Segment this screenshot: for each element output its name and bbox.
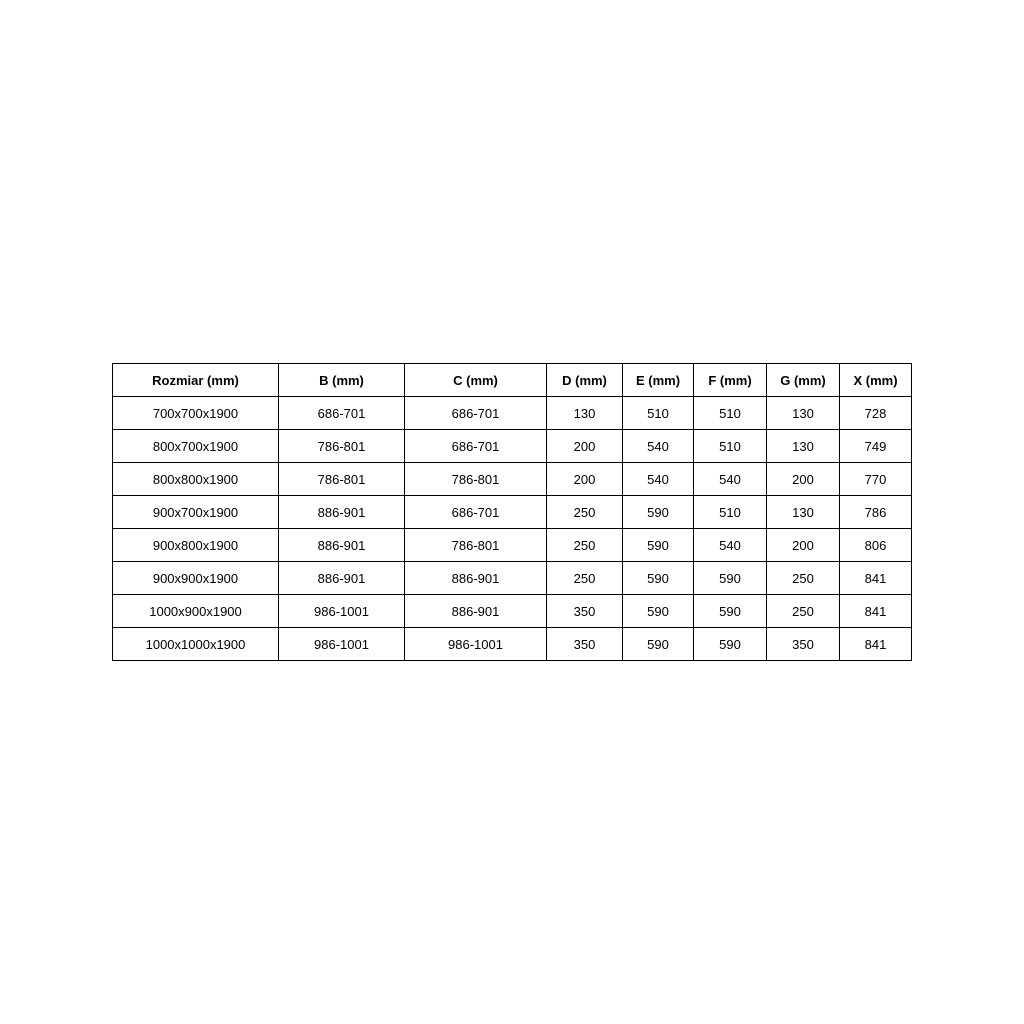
table-cell: 886-901: [405, 595, 547, 628]
table-cell: 986-1001: [405, 628, 547, 661]
table-cell: 200: [547, 463, 623, 496]
table-cell: 986-1001: [279, 595, 405, 628]
table-cell: 886-901: [279, 562, 405, 595]
table-cell: 886-901: [405, 562, 547, 595]
table-cell: 510: [694, 430, 767, 463]
table-cell: 900x900x1900: [113, 562, 279, 595]
table-cell: 986-1001: [279, 628, 405, 661]
table-cell: 590: [694, 628, 767, 661]
table-cell: 786-801: [279, 430, 405, 463]
column-header: D (mm): [547, 364, 623, 397]
column-header: X (mm): [840, 364, 912, 397]
table-cell: 590: [623, 562, 694, 595]
table-cell: 350: [547, 595, 623, 628]
size-table: [112, 363, 912, 661]
table-row: [113, 463, 912, 496]
table-cell: 686-701: [279, 397, 405, 430]
table-cell: 590: [694, 595, 767, 628]
table-header-row: [113, 364, 912, 397]
table-cell: 590: [694, 562, 767, 595]
table-row: [113, 430, 912, 463]
table-cell: 590: [623, 496, 694, 529]
table-cell: 250: [547, 529, 623, 562]
table-cell: 841: [840, 562, 912, 595]
table-cell: 749: [840, 430, 912, 463]
table-cell: 886-901: [279, 529, 405, 562]
table-cell: 510: [623, 397, 694, 430]
table-row: [113, 562, 912, 595]
table-row: [113, 628, 912, 661]
table-cell: 540: [623, 463, 694, 496]
table-cell: 900x800x1900: [113, 529, 279, 562]
size-table-container: [112, 363, 912, 661]
table-cell: 250: [547, 562, 623, 595]
table-cell: 786: [840, 496, 912, 529]
table-cell: 250: [767, 595, 840, 628]
column-header: Rozmiar (mm): [113, 364, 279, 397]
table-cell: 590: [623, 628, 694, 661]
table-cell: 686-701: [405, 397, 547, 430]
table-cell: 590: [623, 529, 694, 562]
table-cell: 1000x1000x1900: [113, 628, 279, 661]
table-cell: 590: [623, 595, 694, 628]
table-cell: 686-701: [405, 430, 547, 463]
table-cell: 130: [767, 496, 840, 529]
table-cell: 806: [840, 529, 912, 562]
table-cell: 250: [547, 496, 623, 529]
table-cell: 786-801: [279, 463, 405, 496]
table-cell: 886-901: [279, 496, 405, 529]
table-cell: 130: [767, 397, 840, 430]
table-cell: 510: [694, 496, 767, 529]
table-cell: 800x800x1900: [113, 463, 279, 496]
table-cell: 686-701: [405, 496, 547, 529]
table-row: [113, 529, 912, 562]
table-row: [113, 397, 912, 430]
table-cell: 540: [694, 529, 767, 562]
column-header: E (mm): [623, 364, 694, 397]
table-cell: 250: [767, 562, 840, 595]
table-cell: 350: [547, 628, 623, 661]
column-header: B (mm): [279, 364, 405, 397]
table-cell: 841: [840, 628, 912, 661]
table-cell: 540: [623, 430, 694, 463]
table-cell: 350: [767, 628, 840, 661]
table-cell: 786-801: [405, 463, 547, 496]
table-cell: 540: [694, 463, 767, 496]
table-cell: 770: [840, 463, 912, 496]
table-cell: 786-801: [405, 529, 547, 562]
table-cell: 700x700x1900: [113, 397, 279, 430]
table-cell: 728: [840, 397, 912, 430]
column-header: G (mm): [767, 364, 840, 397]
table-cell: 1000x900x1900: [113, 595, 279, 628]
column-header: C (mm): [405, 364, 547, 397]
table-cell: 130: [547, 397, 623, 430]
table-cell: 900x700x1900: [113, 496, 279, 529]
table-cell: 200: [767, 529, 840, 562]
table-row: [113, 595, 912, 628]
table-cell: 510: [694, 397, 767, 430]
table-cell: 130: [767, 430, 840, 463]
table-cell: 200: [767, 463, 840, 496]
table-cell: 200: [547, 430, 623, 463]
table-row: [113, 496, 912, 529]
column-header: F (mm): [694, 364, 767, 397]
table-cell: 800x700x1900: [113, 430, 279, 463]
table-cell: 841: [840, 595, 912, 628]
